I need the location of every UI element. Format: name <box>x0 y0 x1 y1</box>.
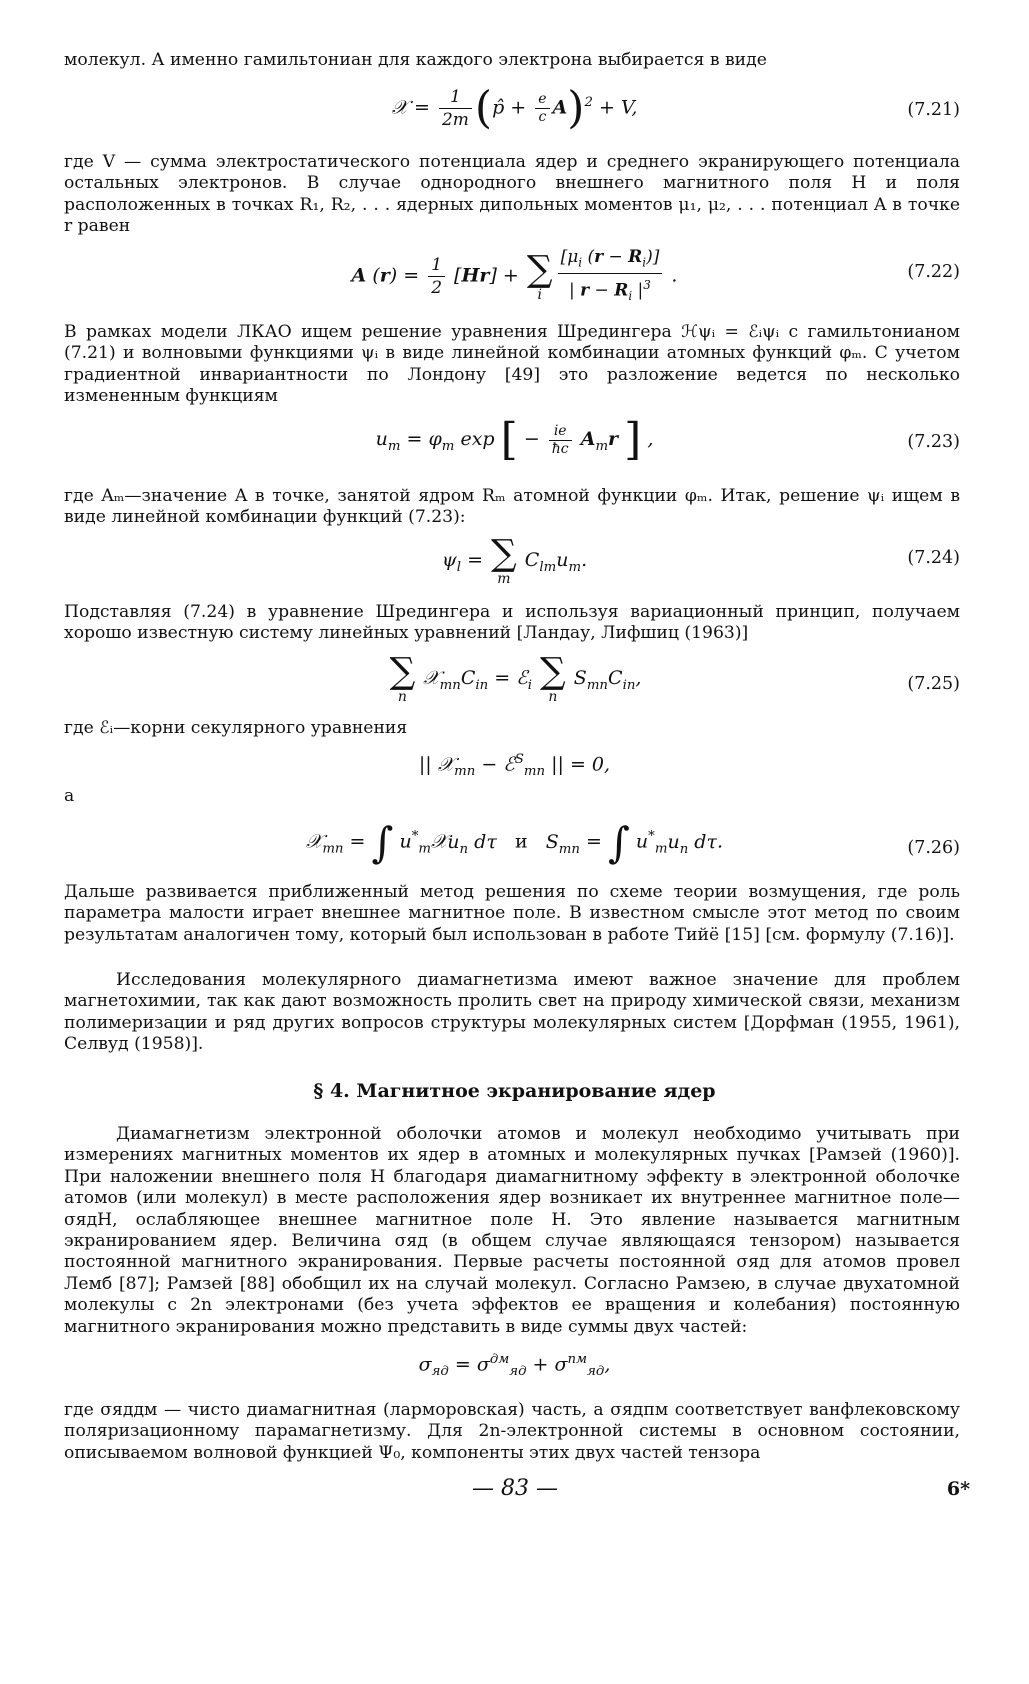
signature-mark: 6* <box>946 1478 970 1500</box>
equation-7-26: 𝒳$_{mn}$ = ∫ $u^*_m𝒳u_n$ dτ и $S_{mn}$ = ∫ $u^*_mu_n$ dτ. (7.26) <box>305 818 960 867</box>
paragraph-4: где Aₘ—значение A в точке, занятой ядром Rₘ атомной функции φₘ. Итак, решение ψᵢ ищем в виде линейной комбинации функций (7.23): <box>64 486 960 528</box>
equation-number: (7.23) <box>907 432 960 452</box>
page-number: — 83 — <box>472 1476 558 1501</box>
paragraph-11: где σяддм — чисто диамагнитная (ларморовская) часть, а σядпм соответствует ванфлековскому поляризационному парамагнетизму. Для 2n-электронной системы в основном состоянии, описываемом волновой функцией Ψ₀, компоненты этих двух частей тензора <box>64 1400 960 1463</box>
paragraph-8: Дальше развивается приближенный метод решения по схеме теории возмущения, где роль параметра малости играет внешнее магнитное поле. В известном смысле этот метод по своим результатам аналогичен тому, который был использован в работе Тийё [15] [см. формулу (7.16)]. <box>64 882 960 945</box>
equation-7-22: A (r) = $\frac{1}{2}$ [Hr] + ∑ i $\frac{[\mu_i (r - R_i)]}{| r - R_i |^3}$ . (7.22) <box>351 247 960 304</box>
secular-equation: || 𝒳$_{mn}$ − ℰ$^S_{mn}$ || = 0, <box>418 752 611 780</box>
paragraph-7: а <box>64 786 75 806</box>
paragraph-5: Подставляя (7.24) в уравнение Шредингера и используя вариационный принцип, получаем хорошо известную систему линейных уравнений [Ландау, Лифшиц (1963)] <box>64 602 960 644</box>
paragraph-10: Диамагнетизм электронной оболочки атомов и молекул необходимо учитывать при измерениях магнитных моментов их ядер в атомных и молекулярных пучках [Рамзей (1960)]. При наложении внешнего поля H благодаря диамагнитному эффекту в электронной оболочке атомов (или молекул) в месте расположения ядер возникает их внутреннее магнитное поле—σядH, ослабляющее внешнее магнитное поле H. Это явление называется магнитным экранированием ядер. Величина σяд (в общем случае являющаяся тензором) называется постоянной магнитного экранирования. Первые расчеты постоянной σяд для атомов провел Лемб [87]; Рамзей [88] обобщил их на случай молекул. Согласно Рамзею, в случае двухатомной молекулы с 2n электронами (без учета эффектов ее вращения и колебания) постоянную магнитного экранирования можно представить в виде суммы двух частей: <box>64 1124 960 1337</box>
paragraph-2: где V — сумма электростатического потенциала ядер и среднего экранирующего потенциала остальных электронов. В случае однородного внешнего магнитного поля H и поля расположенных в точках R₁, R₂, . . . ядерных дипольных моментов μ₁, μ₂, . . . потенциал A в точке r равен <box>64 152 960 237</box>
equation-number: (7.25) <box>907 674 960 694</box>
paragraph-9: Исследования молекулярного диамагнетизма имеют важное значение для проблем магнетохимии, так как дают возможность пролить свет на природу химической связи, механизм полимеризации и ряд других вопросов структуры молекулярных систем [Дорфман (1955, 1961), Селвуд (1958)]. <box>64 970 960 1055</box>
equation-7-25: ∑ n $𝒳_{mn}C_{in}$ = ℰ$_i$ ∑ n $S_{mn}C_{in}$, (7.25) <box>389 651 960 705</box>
equation-7-24: $\psi_l$ = ∑ m $C_{lm}u_m$. (7.24) <box>441 533 960 587</box>
equation-7-23: $u_m = \varphi_m$ exp [ − $\frac{ie}{ħc}$ $A_mr$ ] , (7.23) <box>375 414 960 465</box>
paragraph-3: В рамках модели ЛКАО ищем решение уравнения Шредингера ℋψᵢ = ℰᵢψᵢ с гамильтонианом (7.21) и волновыми функциями ψᵢ в виде линейной комбинации атомных функций φₘ. С учетом градиентной инвариантности по Лондону [49] это разложение ведется по несколько измененным функциям <box>64 322 960 407</box>
section-heading: § 4. Магнитное экранирование ядер <box>313 1080 716 1102</box>
paragraph-1: молекул. А именно гамильтониан для каждого электрона выбирается в виде <box>64 50 767 70</box>
equation-7-21: 𝒳 = $\frac{1}{2m}$ (p̂ + $\frac{e}{c}$ A)$^2$ + V, (7.21) <box>391 82 960 134</box>
sigma-sum-equation: $\sigma_{яд} = \sigma^{дм}_{яд} + \sigma^{пм}_{яд}$, <box>418 1352 611 1380</box>
equation-number: (7.21) <box>907 100 960 120</box>
paragraph-6: где ℰᵢ—корни секулярного уравнения <box>64 718 408 738</box>
equation-number: (7.22) <box>907 262 960 282</box>
equation-number: (7.26) <box>907 838 960 858</box>
equation-number: (7.24) <box>907 548 960 568</box>
